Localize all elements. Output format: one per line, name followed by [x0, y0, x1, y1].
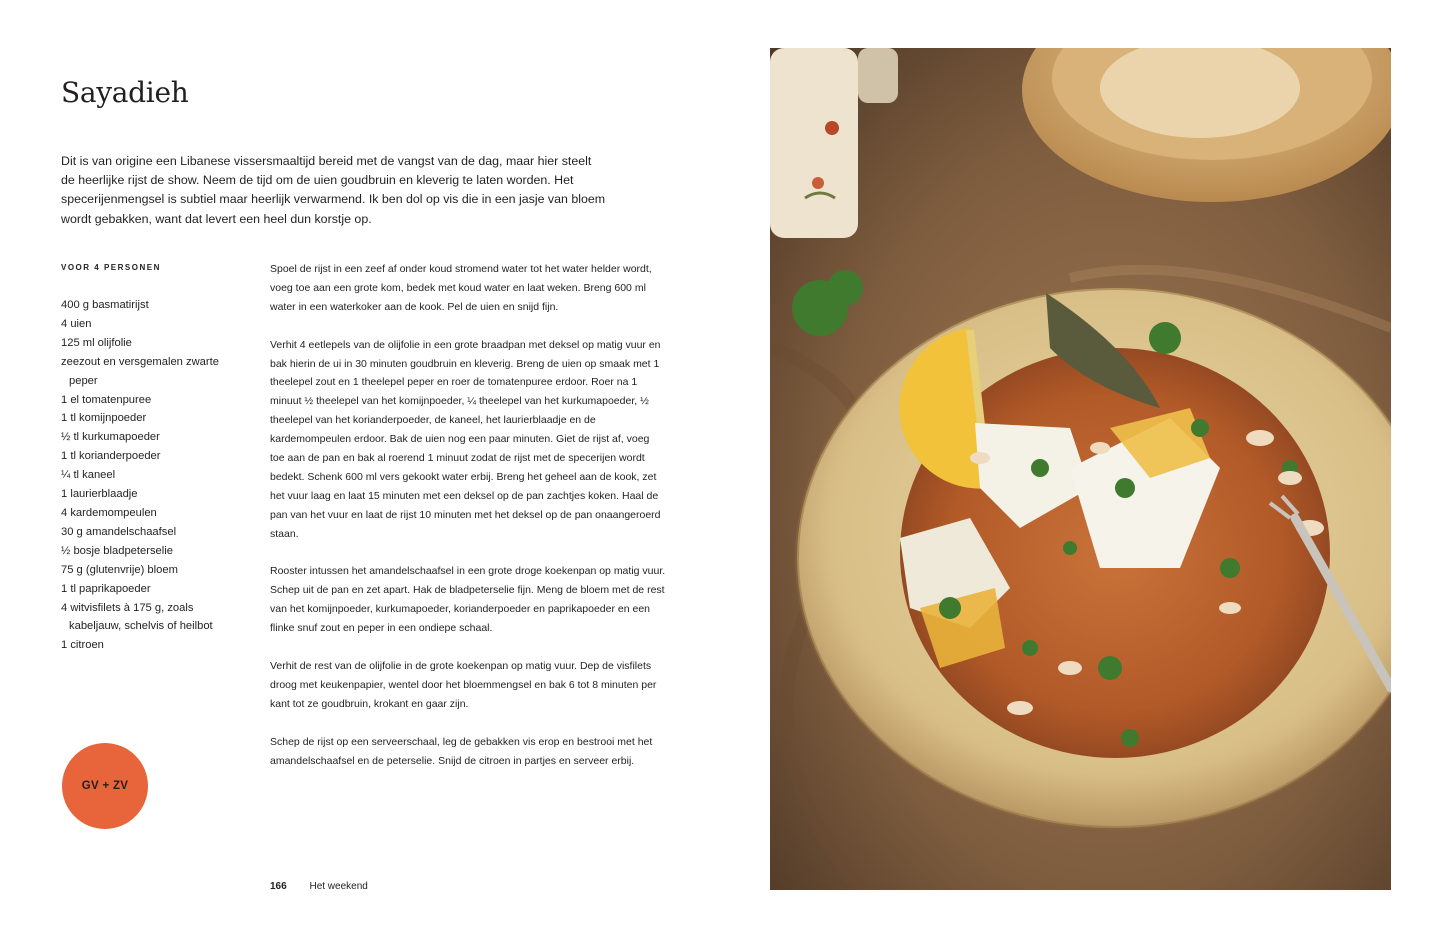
page-footer: [270, 881, 368, 892]
method-steps: [270, 260, 666, 789]
ingredient-item: 30 g amandelschaafsel: [61, 525, 177, 538]
ingredient-item: 4 witvisfilets à 175 g, zoals kabeljauw, schelvis of heilbot: [61, 601, 213, 633]
method-step: Verhit de rest van de olijfolie in de grote koekenpan op matig vuur. Dep de visfilets droog met keukenpapier, wentel door het bloemmengsel en bak 6 tot 8 minuten per kant tot ze goudbruin, krokant en gaar zijn.: [270, 659, 657, 710]
servings-label: VOOR 4 PERSONEN: [61, 263, 161, 272]
ingredient-item: 1 laurierblaadje: [61, 488, 138, 501]
ingredient-item: 1 tl paprikapoeder: [61, 582, 151, 595]
method-step: Verhit 4 eetlepels van de olijfolie in een grote braadpan met deksel op matig vuur en bak hierin de ui in 30 minuten goudbruin en kleverig. Breng de uien op smaak met 1 theelepel zout en 1 theelepel peper en roer de tomatenpuree erdoor. Roer na 1 minuut ½ theelepel van het komijnpoeder, ¼ theelepel van het kurkumapoeder, ½ theelepel van het korianderpoeder, de kaneel, het laurierblaadje en de kardemompeulen erdoor. Bak de uien nog een paar minuten. Giet de rijst af, voeg toe aan de pan en bak al roerend 1 minuut zodat de rijst met de specerijen wordt bedekt. Schenk 600 ml vers gekookt water erbij. Breng het geheel aan de kook, zet het vuur laag en laat 15 minuten met een deksel op de pan zachtjes koken. Haal de pan van het vuur en laat de rijst 10 minuten met het deksel op de pan onaangeroerd staan.: [270, 338, 661, 540]
ingredient-item: 4 uien: [61, 317, 92, 330]
ingredient-item: 4 kardemompeulen: [61, 506, 157, 519]
recipe-title: Sayadieh: [61, 76, 189, 109]
method-step: Rooster intussen het amandelschaafsel in een grote droge koekenpan op matig vuur. Schep uit de pan en zet apart. Hak de bladpeterselie fijn. Meng de bloem met de rest van het komijnpoeder, kurkumapoeder, korianderpoeder en paprikapoeder en een flinke snuf zout en peper in een ondiepe schaal.: [270, 565, 666, 635]
ingredient-item: 400 g basmatirijst: [61, 299, 149, 311]
ingredient-item: 125 ml olijfolie: [61, 336, 132, 349]
ingredient-item: 1 citroen: [61, 639, 104, 652]
ingredient-item: ½ bosje bladpeterselie: [61, 544, 173, 557]
ingredient-item: zeezout en versgemalen zwarte peper: [61, 355, 219, 387]
ingredient-item: 1 el tomatenpuree: [61, 393, 152, 406]
method-step: Spoel de rijst in een zeef af onder koud stromend water tot het water helder wordt, voeg toe aan een grote kom, bedek met koud water en laat weken. Breng 600 ml water in een waterkoker aan de kook. Pel de uien en snijd fijn.: [270, 263, 652, 313]
ingredient-item: ½ tl kurkumapoeder: [61, 431, 160, 444]
ingredient-item: 1 tl komijnpoeder: [61, 412, 147, 425]
diet-badge: GV + ZV: [62, 743, 148, 829]
dish-photo: [770, 48, 1391, 890]
ingredient-item: 75 g (glutenvrije) bloem: [61, 563, 178, 576]
page-number: 166: [270, 881, 287, 892]
jug: [770, 48, 858, 238]
section-name: Het weekend: [309, 881, 368, 892]
ingredient-item: ¼ tl kaneel: [61, 469, 116, 482]
dish-photo-illustration: [770, 48, 1391, 890]
ingredient-item: 1 tl korianderpoeder: [61, 450, 161, 463]
method-step: Schep de rijst op een serveerschaal, leg de gebakken vis erop en bestrooi met het amandelschaafsel en de peterselie. Snijd de citroen in partjes en serveer erbij.: [270, 735, 653, 767]
recipe-intro: Dit is van origine een Libanese vissersmaaltijd bereid met de vangst van de dag, maar hier steelt de heerlijke rijst de show. Neem de tijd om de uien goudbruin en kleverig te laten worden. Het specerijenmengsel is subtiel maar heerlijk verwarmend. Ik ben dol op vis die in een jasje van bloem wordt gebakken, want dat levert een heel dun korstje op.: [61, 154, 606, 226]
ingredient-list: [61, 296, 241, 655]
